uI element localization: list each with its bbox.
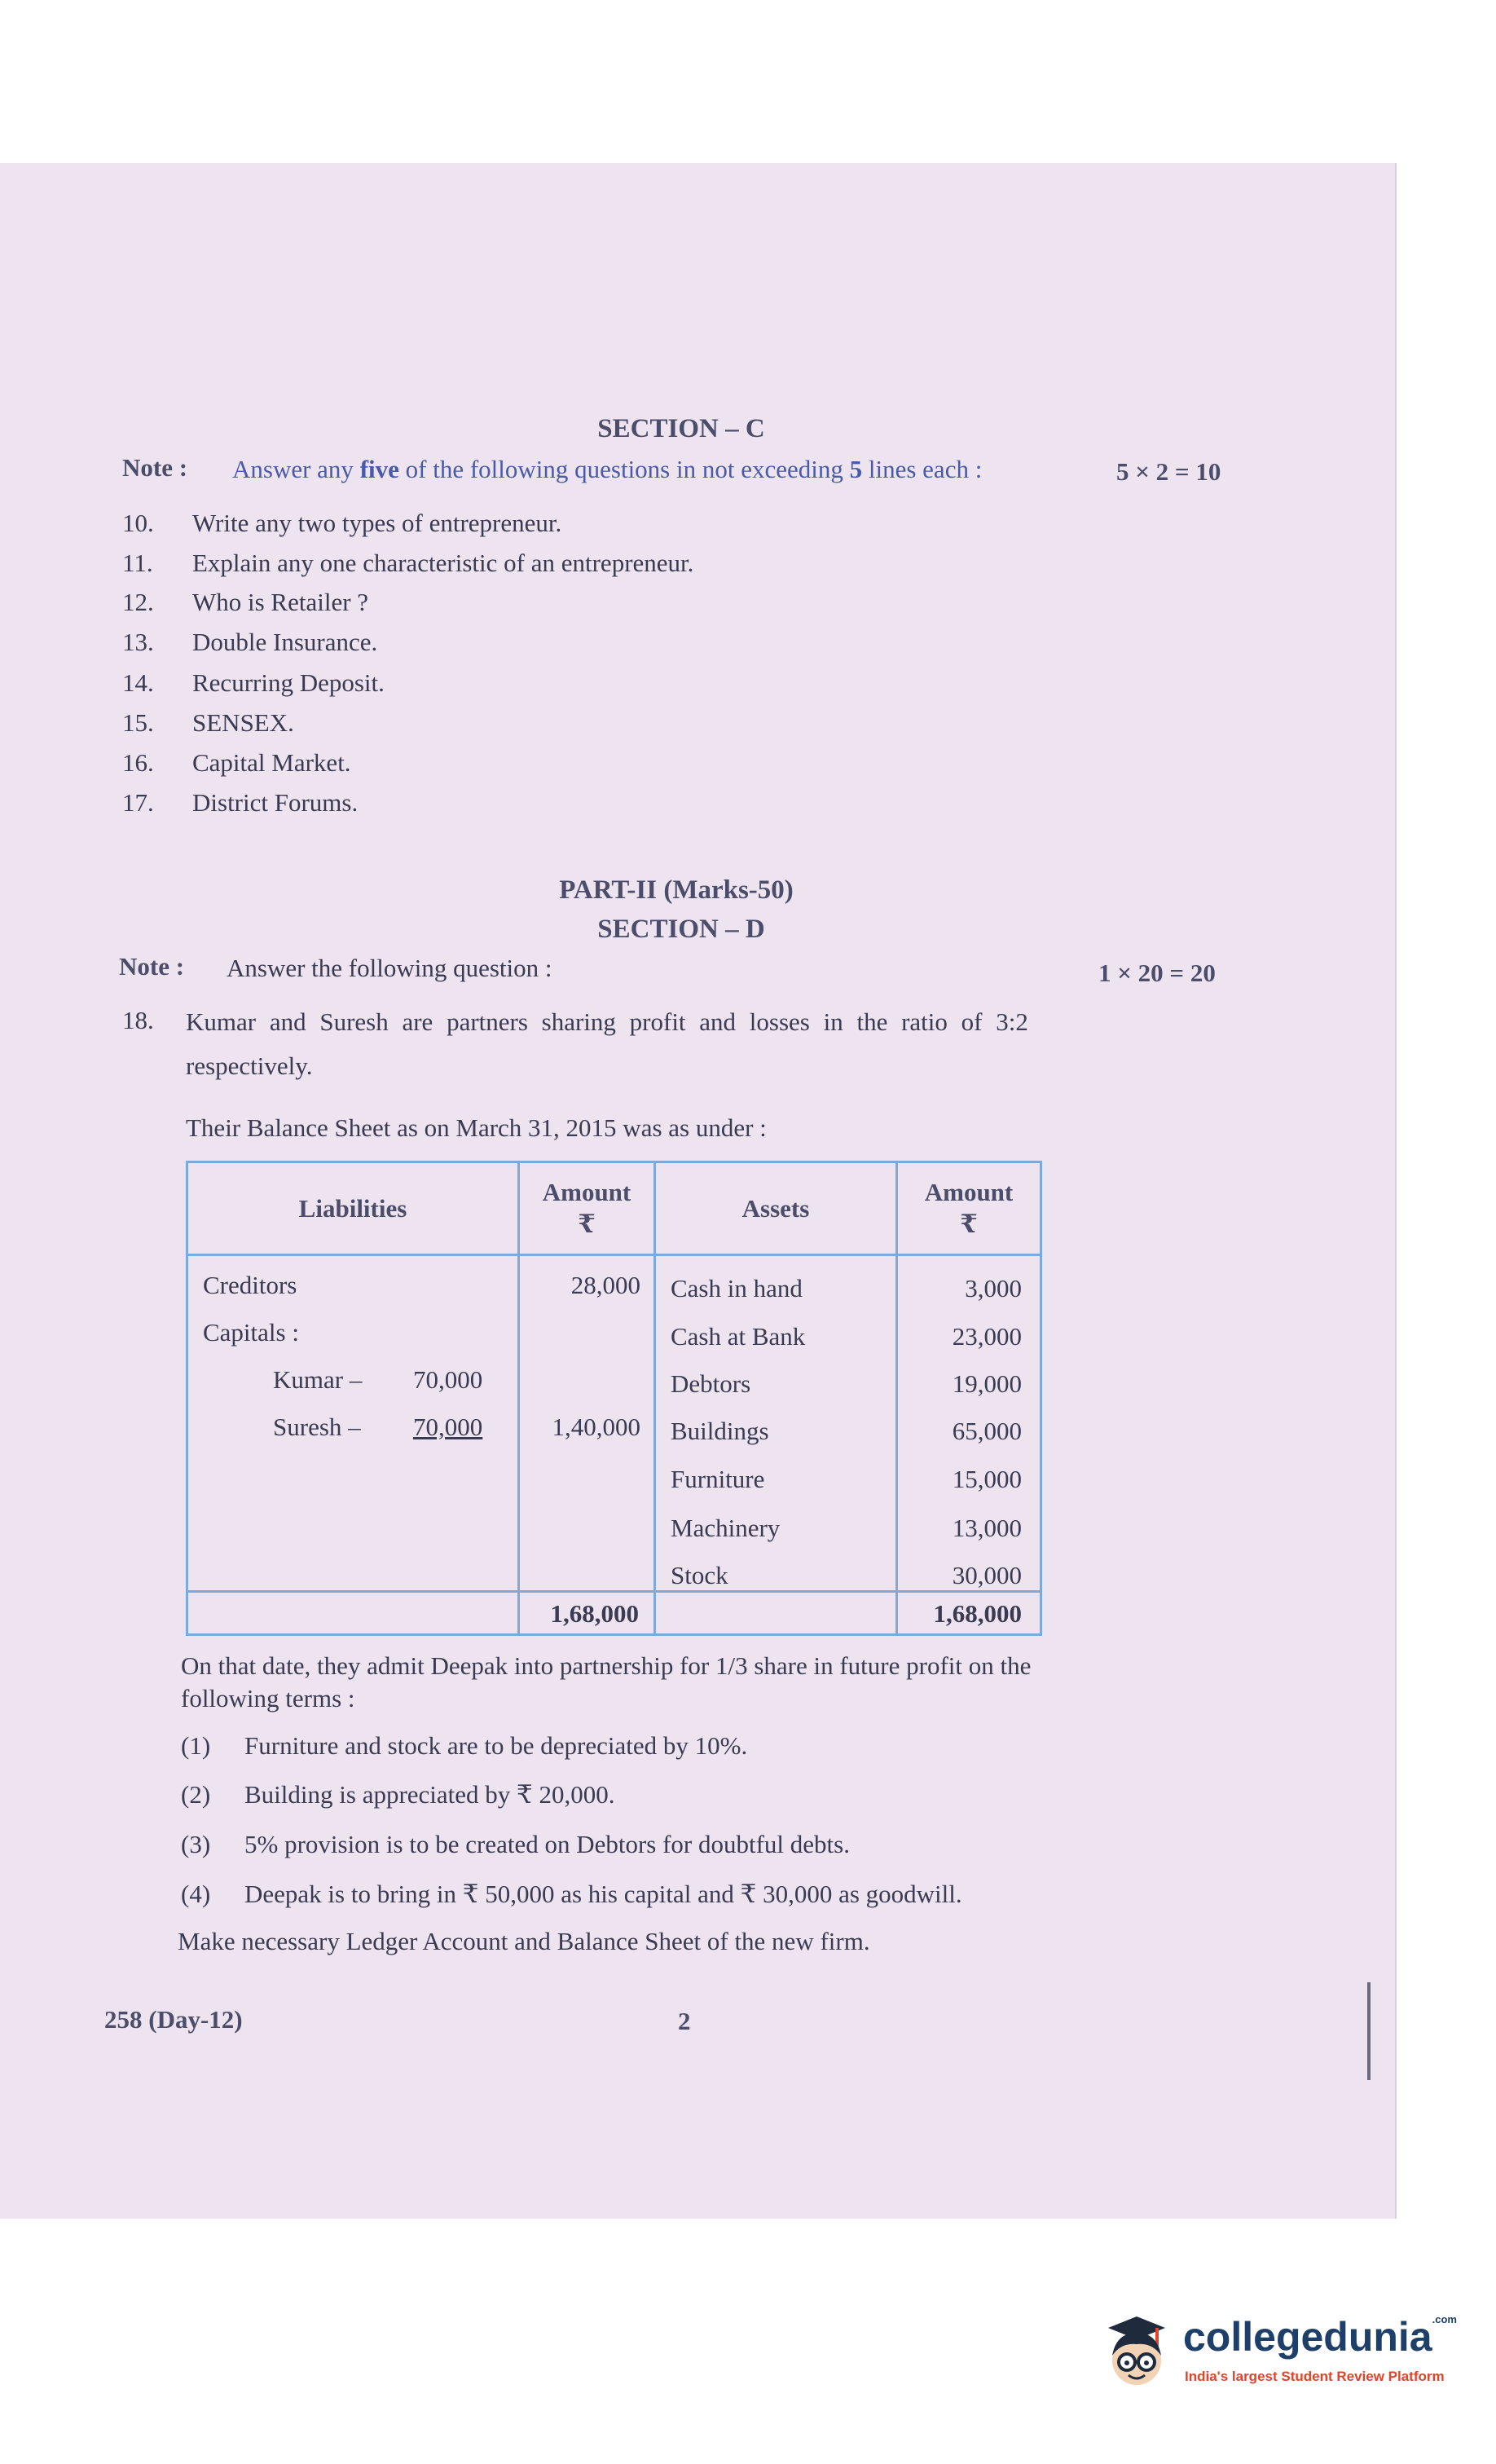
- asset-label: Stock: [671, 1561, 728, 1589]
- section-d-note-label: Note :: [119, 952, 185, 981]
- question-number: 16.: [122, 748, 154, 777]
- collegedunia-logo: [1092, 2305, 1457, 2403]
- terms-intro-line1: On that date, they admit Deepak into partnership for 1/3 share in future profit on the: [181, 1651, 1032, 1680]
- capitals-label: Capitals :: [203, 1318, 299, 1347]
- kumar-label: Kumar –: [273, 1365, 363, 1394]
- student-mascot-icon: [1092, 2305, 1181, 2403]
- question-text: Write any two types of entrepreneur.: [192, 509, 562, 537]
- term-text: 5% provision is to be created on Debtors for doubtful debts.: [244, 1830, 850, 1858]
- asset-amount: 23,000: [952, 1322, 1022, 1351]
- part2-heading: PART-II (Marks-50): [559, 875, 794, 905]
- question-number: 13.: [122, 628, 154, 656]
- term-number: (3): [181, 1830, 211, 1858]
- liabilities-total-blank: [187, 1592, 519, 1635]
- asset-amount: 65,000: [952, 1417, 1022, 1445]
- term-number: (1): [181, 1731, 211, 1760]
- terms-intro-line2: following terms :: [181, 1684, 355, 1712]
- terms-closing: Make necessary Ledger Account and Balance Sheet of the new firm.: [178, 1927, 870, 1955]
- asset-label: Debtors: [671, 1369, 751, 1398]
- creditors-amount: 28,000: [570, 1271, 640, 1299]
- asset-amount: 13,000: [952, 1514, 1022, 1542]
- header-liabilities: Liabilities: [187, 1162, 519, 1255]
- asset-amount: 15,000: [952, 1465, 1022, 1493]
- asset-amount: 19,000: [952, 1369, 1022, 1398]
- creditors-label: Creditors: [203, 1271, 297, 1299]
- term-text: Furniture and stock are to be depreciated by 10%.: [244, 1731, 748, 1760]
- suresh-capital: 70,000: [413, 1413, 483, 1441]
- asset-amount: 30,000: [952, 1561, 1022, 1589]
- asset-label: Cash at Bank: [671, 1322, 806, 1351]
- header-amount-liabilities: Amount ₹: [519, 1162, 655, 1255]
- question-number: 15.: [122, 708, 154, 737]
- balance-sheet-table: [186, 1161, 1042, 1636]
- question-text: Explain any one characteristic of an entrepreneur.: [192, 549, 694, 577]
- total-assets: 1,68,000: [933, 1599, 1022, 1628]
- asset-label: Machinery: [671, 1514, 781, 1542]
- asset-label: Furniture: [671, 1465, 765, 1493]
- asset-label: Cash in hand: [671, 1274, 803, 1303]
- liabilities-column: [187, 1255, 519, 1592]
- capitals-total: 1,40,000: [552, 1413, 640, 1441]
- question-text: Who is Retailer ?: [192, 588, 369, 616]
- paper-code: 258 (Day-12): [104, 2005, 243, 2034]
- assets-total-blank: [655, 1592, 897, 1635]
- question-number: 12.: [122, 588, 154, 616]
- question-number: 10.: [122, 509, 154, 537]
- assets-column: [655, 1255, 897, 1592]
- section-c-note: Answer any five of the following questions in not exceeding 5 lines each :: [232, 455, 983, 483]
- assets-total-cell: [897, 1592, 1041, 1635]
- question-text: District Forums.: [192, 788, 359, 817]
- question-text: Capital Market.: [192, 748, 351, 777]
- term-text: Building is appreciated by ₹ 20,000.: [244, 1780, 615, 1809]
- total-liabilities: 1,68,000: [550, 1599, 639, 1628]
- question-text: Recurring Deposit.: [192, 668, 385, 697]
- scan-edge-mark: [1367, 1982, 1371, 2080]
- section-d-heading: SECTION – D: [597, 915, 765, 944]
- page-number: 2: [678, 2007, 691, 2035]
- header-amount-assets: Amount ₹: [897, 1162, 1041, 1255]
- balance-sheet-intro: Their Balance Sheet as on March 31, 2015 was as under :: [186, 1113, 767, 1142]
- term-text: Deepak is to bring in ₹ 50,000 as his capital and ₹ 30,000 as goodwill.: [244, 1880, 962, 1908]
- assets-amount-column: [897, 1255, 1041, 1592]
- suresh-label: Suresh –: [273, 1413, 361, 1441]
- term-number: (2): [181, 1780, 211, 1809]
- asset-amount: 3,000: [965, 1274, 1022, 1303]
- brand-name: collegedunia$^{.com}$: [1183, 2313, 1457, 2360]
- question-text: SENSEX.: [192, 708, 294, 737]
- term-number: (4): [181, 1880, 211, 1908]
- question-number: 11.: [122, 549, 153, 577]
- liabilities-total-cell: [519, 1592, 655, 1635]
- asset-label: Buildings: [671, 1417, 769, 1445]
- question-number: 18.: [122, 1006, 154, 1034]
- section-c-heading: SECTION – C: [597, 414, 765, 443]
- header-assets: Assets: [655, 1162, 897, 1255]
- question-text: Kumar and Suresh are partners sharing profit and losses in the ratio of 3:2: [186, 1007, 1028, 1036]
- kumar-capital: 70,000: [413, 1365, 483, 1394]
- question-number: 17.: [122, 788, 154, 817]
- section-c-marks: 5 × 2 = 10: [1116, 457, 1221, 486]
- section-d-marks: 1 × 20 = 20: [1098, 959, 1216, 987]
- question-text: Double Insurance.: [192, 628, 378, 656]
- section-c-note-label: Note :: [122, 453, 188, 482]
- liabilities-amount-column: [519, 1255, 655, 1592]
- question-number: 14.: [122, 668, 154, 697]
- brand-tagline: India's largest Student Review Platform: [1185, 2369, 1445, 2384]
- question-text: respectively.: [186, 1051, 313, 1080]
- section-d-note: Answer the following question :: [227, 954, 552, 982]
